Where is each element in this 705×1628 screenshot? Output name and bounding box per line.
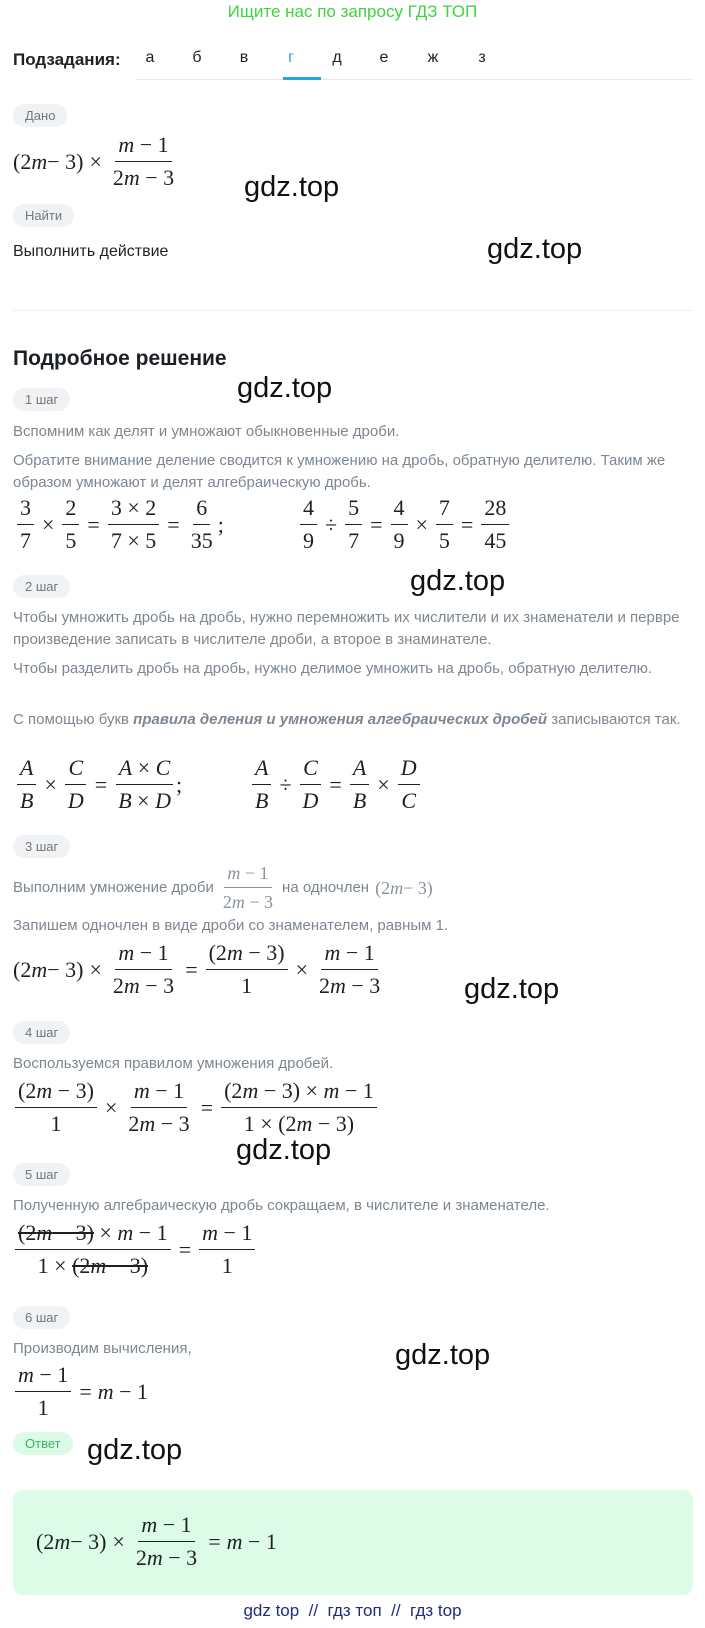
step-3-text-1b: на одночлен <box>282 878 370 896</box>
step-2-text-2: Чтобы разделить дробь на дробь, нужно делимое умножить на дробь, обратную делителю. <box>13 660 653 677</box>
step-1-text-1: Вспомним как делят и умножают обыкновенные дроби. <box>13 423 400 440</box>
watermark: gdz.top <box>464 973 560 1005</box>
step-4-formula: $\frac{(2m - 3)}{1}$ × $\frac{m - 1}{2m - 3}$ = $\frac{(2m - 3) \times m - 1}{1 \times (2m - 3)}$ <box>13 1078 379 1137</box>
tab-b[interactable]: б <box>192 49 202 66</box>
step-5-chip: 5 шаг <box>13 1163 70 1186</box>
step-3-text-1 <box>13 862 433 913</box>
answer-chip: Ответ <box>13 1432 73 1455</box>
answer-formula: (2 m − 3) × $\frac{m - 1}{2m - 3}$ = m − 1 <box>36 1512 277 1570</box>
solution-heading: Подробное решение <box>13 347 227 370</box>
tab-e[interactable]: е <box>379 49 389 66</box>
step-2-text-3a: С помощью букв <box>13 711 129 728</box>
given-expression: (2 m − 3) × $\frac{m - 1}{2m - 3}$ <box>13 132 175 190</box>
section-divider <box>13 310 693 311</box>
step-3-formula: (2 m − 3) × $\frac{m - 1}{2m - 3}$ = $\frac{(2m - 3)}{1}$ × $\frac{m - 1}{2m - 3}$ <box>13 940 381 998</box>
promo-text: Ищите нас по запросу ГДЗ ТОП <box>227 2 478 21</box>
step-5-formula: $\frac{(2m - 3) \times m - 1}{1 \times (2m - 3)}$ = $\frac{m - 1}{1}$ <box>13 1220 257 1279</box>
footer-text: gdz top // гдз топ // гдз top <box>243 1601 462 1620</box>
tab-d[interactable]: д <box>332 49 342 66</box>
tabs-divider <box>135 79 693 80</box>
subtasks-label: Подзадания: <box>13 50 121 69</box>
step-2-text-3b: записываются так. <box>551 711 681 728</box>
watermark: gdz.top <box>410 565 506 597</box>
step-6-formula: $\frac{m - 1}{1}$ = m − 1 <box>13 1362 148 1421</box>
step-6-text-1: Производим вычисления, <box>13 1340 192 1357</box>
watermark: gdz.top <box>395 1339 491 1371</box>
find-chip: Найти <box>13 204 74 227</box>
step-6-chip: 6 шаг <box>13 1306 70 1329</box>
tab-a[interactable]: а <box>145 49 155 66</box>
tab-g[interactable]: г <box>288 49 294 66</box>
watermark: gdz.top <box>87 1434 183 1466</box>
step-3-text-2: Запишем одночлен в виде дроби со знаменателем, равным 1. <box>13 917 449 934</box>
active-tab-indicator <box>283 77 321 80</box>
step-2-text-1: Чтобы умножить дробь на дробь, нужно перемножить их числители и их знаменатели и перврe произведение записать в числителе дроби, а второе в знаминателе. <box>13 609 680 648</box>
step-4-chip: 4 шаг <box>13 1021 70 1044</box>
watermark: gdz.top <box>236 1134 332 1166</box>
step-3-inline-fraction: $\frac{m - 1}{2m - 3}$ <box>222 863 274 912</box>
step-1-formula-mult: $\frac{3}{7}$ × $\frac{2}{5}$ = $\frac{3 \times 2}{7 \times 5}$ = $\frac{6}{35}$ ; <box>15 495 224 554</box>
tab-v[interactable]: в <box>239 49 249 66</box>
step-2-formula-mult: $\frac{A}{B}$ × $\frac{C}{D}$ = $\frac{A \times C}{B \times D}$ ; <box>15 755 182 814</box>
step-2-rule-emphasis: правила деления и умножения алгебраических дробей <box>133 711 548 728</box>
tab-zh[interactable]: ж <box>427 49 439 66</box>
watermark: gdz.top <box>237 372 333 404</box>
watermark: gdz.top <box>244 171 340 203</box>
step-3-text-1a: Выполним умножение дроби <box>13 878 214 896</box>
find-text: Выполнить действие <box>13 243 169 260</box>
watermark: gdz.top <box>487 233 583 265</box>
step-2-text-3 <box>13 709 693 731</box>
tab-z[interactable]: з <box>478 49 486 66</box>
step-1-chip: 1 шаг <box>13 388 70 411</box>
step-5-text-1: Полученную алгебраическую дробь сокращаем, в числителе и знаменателе. <box>13 1197 550 1214</box>
step-4-text-1: Воспользуемся правилом умножения дробей. <box>13 1055 334 1072</box>
step-3-chip: 3 шаг <box>13 835 70 858</box>
step-1-text-2: Обратите внимание деление сводится к умножению на дробь, обратную делителю. Таким же образом умножают и делят алгебраическую дробь. <box>13 452 666 491</box>
step-3-inline-monomial: (2 m − 3) <box>375 877 433 898</box>
step-2-chip: 2 шаг <box>13 575 70 598</box>
step-2-formula-div: $\frac{A}{B}$ ÷ $\frac{C}{D}$ = $\frac{A}{B}$ × $\frac{D}{C}$ <box>250 755 422 814</box>
step-1-formula-div: $\frac{4}{9}$ ÷ $\frac{5}{7}$ = $\frac{4}{9}$ × $\frac{7}{5}$ = $\frac{28}{45}$ <box>298 495 511 554</box>
given-chip: Дано <box>13 104 67 127</box>
